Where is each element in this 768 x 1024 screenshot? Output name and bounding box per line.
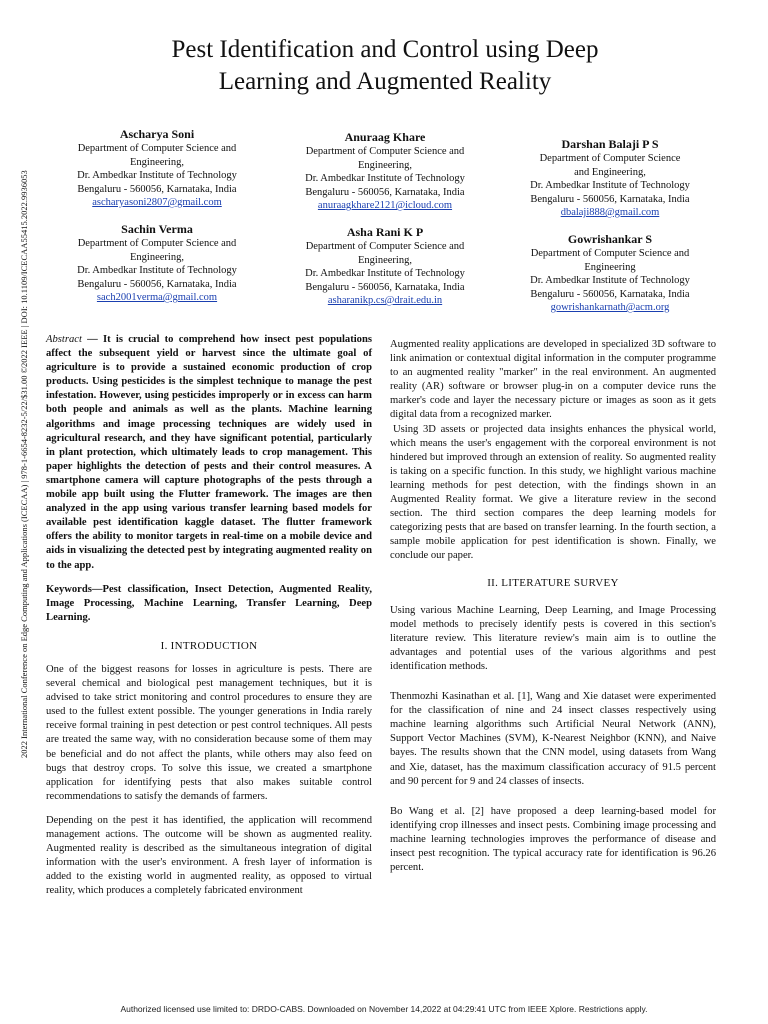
- author-name: Ascharya Soni: [119, 127, 195, 141]
- abstract-dash: —: [81, 334, 103, 345]
- author-institute: Dr. Ambedkar Institute of Technology: [530, 275, 690, 286]
- section-heading-introduction: I. INTRODUCTION: [160, 639, 258, 652]
- author-dept-2: Engineering,: [130, 251, 184, 263]
- author-institute: Dr. Ambedkar Institute of Technology: [77, 265, 237, 276]
- author-email-link[interactable]: ascharyasoni2807@gmail.com: [92, 197, 222, 208]
- author-dept: Department of Computer Science and: [305, 241, 465, 252]
- abstract-label: Abstract: [46, 334, 82, 345]
- title-line-2: Learning and Augmented Reality: [218, 68, 552, 95]
- author-block-5: [280, 225, 490, 308]
- right-paragraph-2: Using 3D assets or projected data insights enhances the physical world, which means the user's engagement with the corporeal environment is not hindered but improved through an extension of reality. So augmented reality is taking on a specific function. In this study, we highlight various machine learning methods for pest detection, with the findings shown in an Augmented Reality format. We give a literature review in the second section. The third section compares the deep learning models for categorizing pests that are based on transfer learning. In the fourth section, a sample mobile application for pest identification is shown. Finally, we conclude our paper.: [390, 423, 716, 562]
- author-address: Bengaluru - 560056, Karnataka, India: [77, 278, 237, 290]
- author-block-1: [52, 127, 262, 210]
- author-name: Anuraag Khare: [344, 130, 426, 144]
- section-heading-literature-survey: II. LITERATURE SURVEY: [487, 576, 619, 589]
- author-dept: Department of Computer Science: [539, 153, 681, 164]
- abstract-body: It is crucial to comprehend how insect pest populations affect the subsequent yield or harvest since the ultimate goal of agriculture is to provide a sustained economic production of crop products. Using pesticides is the simplest technique to manage the pest infestation. However, using pesticides improperly or in excess can harm both people and animals as well as the plants. Machine learning algorithms and image processing techniques are widely used in agricultural research, and they have significant potential, particularly in plant protection, which ultimately leads to crop management. This paper highlights the detection of pests and their control measures. A smartphone camera will capture photographs of the pests through a mobile app built using the Flutter framework. The images are then analyzed in the app using various transfer learning based models for available pest identification kaggle dataset. The flutter framework offers the ability to monitor targets in real-time on a mobile device and aids in visualizing the detected pest by integrating augmented reality on to the app.: [46, 334, 372, 571]
- author-dept: Department of Computer Science and: [530, 248, 690, 259]
- lit-paragraph-3: Bo Wang et al. [2] have proposed a deep learning-based model for identifying crop illnesses and insect pests. Combining image processing and machine learning technologies improves the performance of disease and insect pest recognition. The typical accuracy rate for identification is 96.26 percent.: [390, 805, 716, 874]
- author-block-6: [505, 232, 715, 315]
- author-name: Sachin Verma: [121, 222, 193, 236]
- author-block-2: [280, 130, 490, 213]
- author-dept: Department of Computer Science and: [305, 146, 465, 157]
- author-dept-2: Engineering,: [130, 156, 184, 168]
- right-paragraph-1: Augmented reality applications are developed in specialized 3D software to link animation or contextual digital information in the computer programme to an augmented reality "marker" in the real environment. An augmented reality (AR) software or browser plug-in on a computer device runs the marker's code and layer the necessary picture or images as soon as it gets digital data from a recognized marker.: [390, 339, 716, 421]
- intro-paragraph-2: Depending on the pest it has identified, the application will recommend management actions. The outcome will be shown as augmented reality. Augmented reality is described as the simultaneous integration of digital information with the user's environment. A fresh layer of information is added to the existing world in augmented reality, as opposed to virtual reality, which produces a completely fabricated environment: [46, 814, 372, 897]
- author-email-link[interactable]: dbalaji888@gmail.com: [560, 207, 660, 218]
- title-line-1: Pest Identification and Control using Deep: [171, 36, 599, 63]
- left-column: [46, 333, 372, 898]
- author-address: Bengaluru - 560056, Karnataka, India: [305, 281, 465, 293]
- author-dept: Department of Computer Science and: [77, 238, 237, 249]
- lit-paragraph-1: Using various Machine Learning, Deep Learning, and Image Processing model methods to precisely identify pests is covered in this section's literature review. This literature review's main aim is to outline the advantages and potential uses of the various algorithms and pest identification methods.: [390, 604, 716, 672]
- author-name: Darshan Balaji P S: [561, 137, 659, 151]
- license-footer: Authorized licensed use limited to: DRDO-CABS. Downloaded on November 14,2022 at 04:29:41 UTC from IEEE Xplore. Restrictions apply.: [120, 1004, 648, 1014]
- author-dept-2: Engineering: [584, 261, 636, 273]
- author-name: Gowrishankar S: [567, 232, 653, 246]
- keywords: Keywords—Pest classification, Insect Detection, Augmented Reality, Image Processing, Machine Learning, Transfer Learning, Deep Learning.: [46, 583, 372, 623]
- author-address: Bengaluru - 560056, Karnataka, India: [305, 186, 465, 198]
- abstract: [46, 333, 372, 573]
- author-address: Bengaluru - 560056, Karnataka, India: [530, 193, 690, 205]
- author-email-link[interactable]: asharanikp.cs@drait.edu.in: [327, 295, 443, 306]
- sidebar-citation: 2022 International Conference on Edge Computing and Applications (ICECAA) | 978-1-6654-8232-5/22/$31.00 ©2022 IEEE | DOI: 10.1109/ICECAA55415.2022.9936053: [19, 170, 29, 758]
- author-address: Bengaluru - 560056, Karnataka, India: [530, 288, 690, 300]
- author-email-link[interactable]: gowrishankarnath@acm.org: [550, 302, 670, 313]
- author-dept-2: Engineering,: [358, 254, 412, 266]
- lit-paragraph-2: Thenmozhi Kasinathan et al. [1], Wang and Xie dataset were experimented for the classification of nine and 24 insect classes respectively using machine learning algorithms such Artificial Neural Network (ANN), Support Vector Machines (SVM), K-Nearest Neighbor (KNN), and Naive bayes. The results shown that the CNN model, using datasets from Wang and Xie, dataset, has the maximum classification accuracy of 91.5 percent and 90 percent for 9 and 24 classes of insects.: [390, 691, 716, 787]
- author-institute: Dr. Ambedkar Institute of Technology: [305, 268, 465, 279]
- right-column: [390, 338, 716, 875]
- author-block-4: [52, 222, 262, 305]
- author-dept: Department of Computer Science and: [77, 143, 237, 154]
- author-institute: Dr. Ambedkar Institute of Technology: [530, 180, 690, 191]
- author-institute: Dr. Ambedkar Institute of Technology: [305, 173, 465, 184]
- author-email-link[interactable]: anuraagkhare2121@icloud.com: [317, 200, 453, 211]
- paper-title: [60, 34, 710, 98]
- author-block-3: [505, 137, 715, 220]
- author-name: Asha Rani K P: [346, 225, 424, 239]
- author-address: Bengaluru - 560056, Karnataka, India: [77, 183, 237, 195]
- author-email-link[interactable]: sach2001verma@gmail.com: [96, 292, 218, 303]
- author-institute: Dr. Ambedkar Institute of Technology: [77, 170, 237, 181]
- author-dept-2: Engineering,: [358, 159, 412, 171]
- intro-paragraph-1: One of the biggest reasons for losses in agriculture is pests. There are several chemical and biological pest management techniques, but it is advised to take strict monitoring and control procedures to ensure they are used to the fullest extent possible. The younger generations in India rarely receive formal training in pest detection or pest control techniques. All pests are treated the same way, with no consideration because some of them may be beneficial and do not affect the plants, while others may also feed on bugs that destroy crops. To solve this issue, we created a smartphone application for identifying pests that also makes suitable control recommendations to satisfy the demands of farmers.: [46, 663, 372, 802]
- author-dept-2: and Engineering,: [574, 166, 646, 178]
